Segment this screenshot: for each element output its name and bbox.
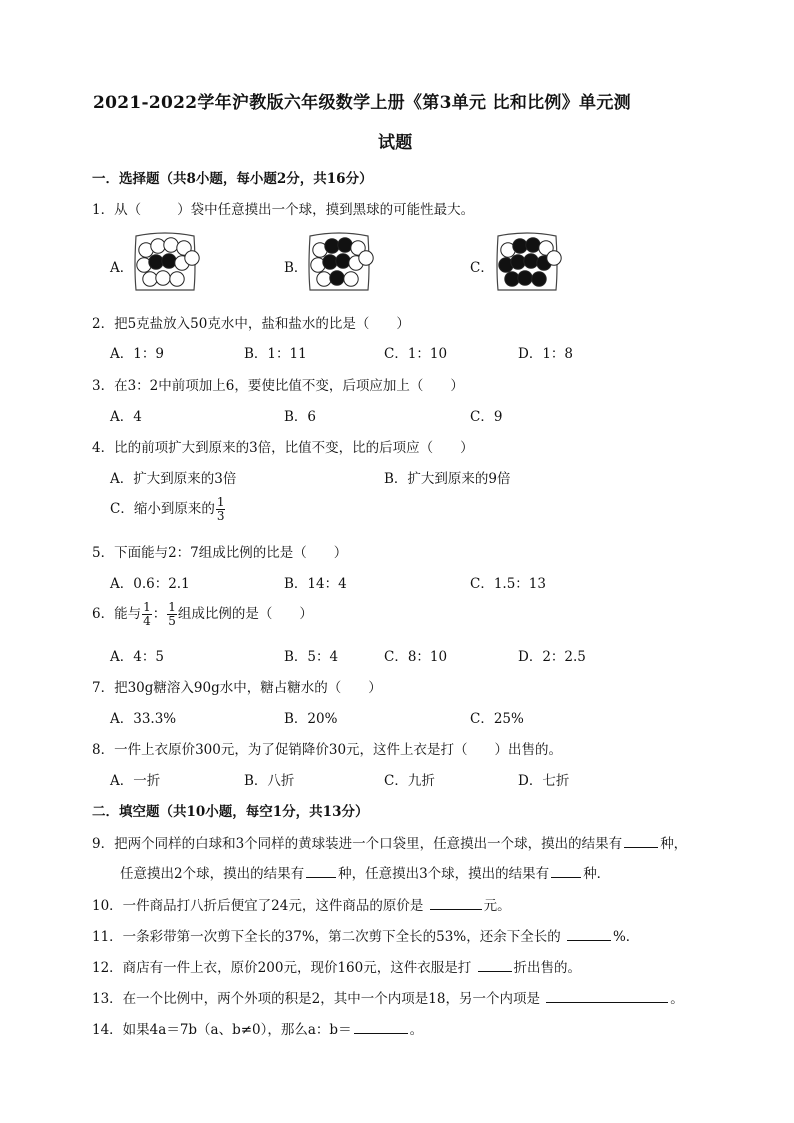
title-line-1: 2021-2022学年沪教版六年级数学上册《第3单元 比和比例》单元测 bbox=[93, 93, 631, 113]
question-14-text: 14．如果4a＝7b（a、b≠0），那么a：b＝ bbox=[92, 1022, 352, 1038]
white-ball bbox=[359, 251, 373, 265]
q7-option-b: B．20% bbox=[284, 711, 338, 727]
q2-option-a: A．1：9 bbox=[110, 346, 164, 362]
q2-option-d: D．1：8 bbox=[518, 346, 574, 362]
question-14 bbox=[92, 1018, 423, 1038]
question-1-pre: 1．从（ bbox=[92, 202, 142, 218]
q5-option-b: B．14：4 bbox=[284, 576, 347, 592]
q3-option-a: A．4 bbox=[110, 409, 142, 425]
answer-blank[interactable] bbox=[551, 863, 581, 878]
question-12-text: 折出售的。 bbox=[513, 960, 582, 976]
question-10-text: 10．一件商品打八折后便宜了24元，这件商品的原价是 bbox=[92, 898, 428, 914]
question-11-text: %． bbox=[612, 929, 640, 945]
black-ball bbox=[325, 239, 339, 253]
black-ball bbox=[336, 254, 350, 268]
white-ball bbox=[164, 238, 178, 252]
question-6 bbox=[92, 601, 313, 628]
black-ball bbox=[330, 271, 344, 285]
question-6-post: 组成比例的是（ ） bbox=[177, 606, 313, 622]
question-4: 4．比的前项扩大到原来的3倍，比值不变，比的后项应（ ） bbox=[92, 440, 474, 456]
fraction-denominator: 5 bbox=[168, 614, 176, 628]
question-10-text: 元。 bbox=[483, 898, 511, 914]
fraction-numerator: 1 bbox=[143, 600, 151, 614]
black-ball bbox=[524, 254, 538, 268]
title-line-2: 试题 bbox=[378, 133, 413, 153]
question-9-text: 种， bbox=[660, 836, 688, 852]
black-ball bbox=[505, 272, 519, 286]
question-13-text: 。 bbox=[670, 991, 684, 1007]
fraction-denominator: 3 bbox=[216, 509, 225, 523]
question-1 bbox=[92, 198, 474, 218]
question-7: 7．把30g糖溶入90g水中，糖占糖水的（ ） bbox=[92, 680, 382, 696]
black-ball bbox=[162, 254, 176, 268]
question-9-text: 种． bbox=[583, 866, 611, 882]
q4-option-c bbox=[110, 496, 226, 523]
black-ball bbox=[149, 255, 163, 269]
answer-blank[interactable] bbox=[567, 926, 611, 941]
fraction bbox=[142, 601, 152, 628]
fraction bbox=[167, 601, 177, 628]
question-5: 5．下面能与2：7组成比例的比是（ ） bbox=[92, 545, 348, 561]
q6-option-d: D．2：2.5 bbox=[518, 649, 586, 665]
white-ball bbox=[547, 251, 561, 265]
fraction-denominator: 4 bbox=[143, 614, 151, 628]
q5-option-c: C．1.5：13 bbox=[470, 576, 546, 592]
q6-option-b: B．5：4 bbox=[284, 649, 339, 665]
question-2: 2．把5克盐放入50克水中，盐和盐水的比是（ ） bbox=[92, 316, 410, 332]
question-13 bbox=[92, 987, 684, 1007]
black-ball bbox=[513, 239, 527, 253]
fraction bbox=[216, 496, 226, 523]
q8-option-d: D．七折 bbox=[518, 773, 570, 789]
black-ball bbox=[511, 255, 525, 269]
white-ball bbox=[185, 251, 199, 265]
q2-option-c: C．1：10 bbox=[384, 346, 448, 362]
q8-option-a: A．一折 bbox=[110, 773, 161, 789]
white-ball bbox=[151, 239, 165, 253]
answer-blank[interactable] bbox=[546, 988, 668, 1003]
black-ball bbox=[532, 272, 546, 286]
white-ball bbox=[170, 272, 184, 286]
white-ball bbox=[143, 272, 157, 286]
ball-bag-a-icon bbox=[130, 228, 200, 296]
black-ball bbox=[518, 271, 532, 285]
ball-bag-c-icon bbox=[492, 228, 562, 296]
fraction-numerator: 1 bbox=[216, 495, 225, 509]
q6-option-c: C．8：10 bbox=[384, 649, 448, 665]
answer-blank[interactable] bbox=[478, 957, 512, 972]
question-3: 3．在3：2中前项加上6，要使比值不变，后项应加上（ ） bbox=[92, 378, 464, 394]
question-8: 8．一件上衣原价300元，为了促销降价30元，这件上衣是打（ ）出售的。 bbox=[92, 742, 563, 758]
q3-option-c: C．9 bbox=[470, 409, 503, 425]
fraction-numerator: 1 bbox=[168, 600, 176, 614]
q4-option-a: A．扩大到原来的3倍 bbox=[110, 471, 237, 487]
q4-option-c-text: C．缩小到原来的 bbox=[110, 501, 215, 517]
q8-option-b: B．八折 bbox=[244, 773, 295, 789]
q3-option-b: B．6 bbox=[284, 409, 317, 425]
question-9-text: 种，任意摸出3个球，摸出的结果有 bbox=[338, 866, 550, 882]
section-choice-heading: 一．选择题（共8小题，每小题2分，共16分） bbox=[92, 171, 373, 187]
q7-option-a: A．33.3% bbox=[110, 711, 177, 727]
question-6-pre: 6．能与 bbox=[92, 606, 142, 622]
q1-option-c-label: C． bbox=[470, 260, 494, 276]
question-9-line-2 bbox=[120, 862, 610, 882]
question-1-post: ）袋中任意摸出一个球，摸到黑球的可能性最大。 bbox=[177, 202, 475, 218]
ratio-colon: ： bbox=[152, 606, 167, 622]
white-ball bbox=[317, 272, 331, 286]
answer-blank[interactable] bbox=[354, 1019, 408, 1034]
black-ball bbox=[526, 238, 540, 252]
black-ball bbox=[323, 255, 337, 269]
answer-blank[interactable] bbox=[306, 863, 336, 878]
q1-option-a-label: A． bbox=[110, 260, 134, 276]
question-9-text: 9．把两个同样的白球和3个同样的黄球装进一个口袋里，任意摸出一个球，摸出的结果有 bbox=[92, 836, 623, 852]
section-fill-heading: 二．填空题（共10小题，每空1分，共13分） bbox=[92, 804, 369, 820]
black-ball bbox=[338, 238, 352, 252]
white-ball bbox=[156, 271, 170, 285]
q4-option-b: B．扩大到原来的9倍 bbox=[384, 471, 511, 487]
q2-option-b: B．1：11 bbox=[244, 346, 307, 362]
answer-blank[interactable] bbox=[430, 895, 482, 910]
question-9-line-1 bbox=[92, 832, 687, 852]
question-12-text: 12．商店有一件上衣，原价200元，现价160元，这件衣服是打 bbox=[92, 960, 476, 976]
q6-option-a: A．4：5 bbox=[110, 649, 164, 665]
white-ball bbox=[344, 272, 358, 286]
question-12 bbox=[92, 956, 581, 976]
q5-option-a: A．0.6：2.1 bbox=[110, 576, 190, 592]
q1-option-b-label: B． bbox=[284, 260, 308, 276]
q8-option-c: C．九折 bbox=[384, 773, 435, 789]
q7-option-c: C．25% bbox=[470, 711, 524, 727]
question-11-text: 11．一条彩带第一次剪下全长的37%，第二次剪下全长的53%，还余下全长的 bbox=[92, 929, 565, 945]
ball-bag-b-icon bbox=[304, 228, 374, 296]
answer-blank[interactable] bbox=[624, 833, 658, 848]
question-13-text: 13．在一个比例中，两个外项的积是2，其中一个内项是18，另一个内项是 bbox=[92, 991, 545, 1007]
question-14-text: 。 bbox=[409, 1022, 424, 1038]
question-10 bbox=[92, 894, 511, 914]
question-11 bbox=[92, 925, 639, 945]
question-9-text: 任意摸出2个球，摸出的结果有 bbox=[120, 866, 305, 882]
